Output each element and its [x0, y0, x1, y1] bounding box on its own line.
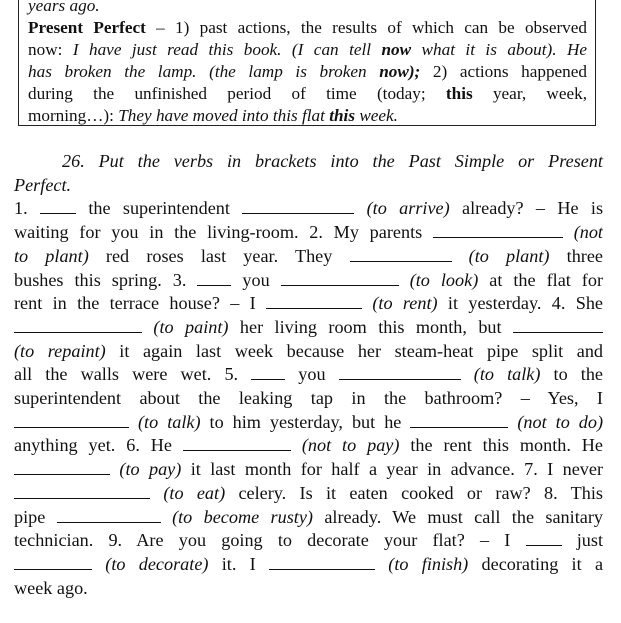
- answer-blank[interactable]: [433, 222, 563, 238]
- answer-blank[interactable]: [339, 364, 461, 380]
- rule-line-2: now: I have just read this book. (I can tell now what it is about). He: [28, 40, 587, 59]
- exercise-line: [14, 292, 603, 316]
- rule-line-1: Present Perfect – 1) past actions, the results of which can be observed: [28, 18, 587, 37]
- verb-hint: (to eat): [163, 482, 226, 503]
- answer-blank[interactable]: [183, 435, 291, 451]
- exercise-text: superintendent about the leaking tap in the bathroom? – Yes, I: [14, 388, 603, 409]
- rule-top-fragment: years ago.: [28, 0, 100, 15]
- exercise-title: 26. Put the verbs in brackets into the Past Simple or Present: [62, 151, 603, 171]
- answer-blank[interactable]: [14, 459, 110, 475]
- exercise-text: [129, 412, 138, 432]
- exercise-line: [14, 529, 603, 553]
- verb-hint: (not to pay): [301, 435, 400, 456]
- verb-hint: (to plant): [468, 245, 550, 266]
- answer-blank[interactable]: [40, 198, 76, 214]
- answer-blank[interactable]: [526, 530, 562, 546]
- exercise-line: [14, 458, 603, 482]
- exercise-text: [142, 317, 153, 337]
- exercise-text: [452, 246, 469, 266]
- exercise-text: pipe: [14, 506, 57, 527]
- answer-blank[interactable]: [14, 554, 92, 570]
- exercise-text: [461, 364, 474, 384]
- exercise-line: [14, 434, 603, 458]
- answer-blank[interactable]: [57, 507, 161, 523]
- exercise-text: already? – He is: [449, 198, 603, 219]
- verb-hint: (to decorate): [105, 553, 209, 574]
- exercise-text: it yesterday. 4. She: [437, 293, 603, 314]
- verb-hint: to plant): [14, 245, 89, 266]
- exercise-text: 1.: [14, 198, 40, 219]
- answer-blank[interactable]: [266, 293, 362, 309]
- exercise-text: [354, 198, 366, 218]
- exercise-text: already. We must call the sanitary: [312, 506, 603, 527]
- exercise-text: [110, 459, 119, 479]
- exercise-line: [14, 411, 603, 435]
- exercise-text: to the: [540, 364, 603, 385]
- exercise-text: her living room this month, but: [228, 316, 513, 337]
- grammar-rule-box: [18, 0, 596, 126]
- exercise-text: the superintendent: [75, 198, 243, 219]
- exercise-text: rent in the terrace house? – I: [14, 293, 267, 314]
- exercise-text: it last month for half a year in advance. 7. I never: [181, 459, 603, 480]
- verb-hint: (to arrive): [366, 198, 450, 219]
- verb-hint: (to become rusty): [172, 506, 313, 527]
- answer-blank[interactable]: [269, 554, 375, 570]
- verb-hint: (to finish): [388, 553, 469, 574]
- exercise-text: [291, 435, 302, 455]
- exercise-line: [14, 577, 603, 601]
- rule-line-5: morning…): They have moved into this flat this week.: [28, 106, 398, 125]
- exercise-text: all the walls were wet. 5.: [14, 364, 252, 385]
- exercise-text: you: [285, 364, 339, 385]
- verb-hint: (to talk): [473, 364, 541, 385]
- exercise-text: [375, 554, 388, 574]
- exercise-text: waiting for you in the living-room. 2. My parents: [14, 222, 433, 243]
- exercise-line: [14, 506, 603, 530]
- exercise-line: [14, 482, 603, 506]
- verb-hint: (to pay): [119, 459, 182, 480]
- exercise-text: [92, 554, 105, 574]
- verb-hint: (to paint): [153, 316, 229, 337]
- exercise-text: [399, 270, 410, 290]
- exercise-line: [14, 387, 603, 411]
- answer-blank[interactable]: [242, 198, 354, 214]
- rule-heading: Present Perfect: [28, 18, 146, 37]
- exercise-line: [14, 363, 603, 387]
- exercise-text: the rent this month. He: [399, 435, 603, 456]
- exercise-text: [508, 412, 517, 432]
- exercise-line: [14, 553, 603, 577]
- exercise-text: three: [549, 245, 603, 266]
- exercise-text: at the flat for: [478, 269, 603, 290]
- verb-hint: (to rent): [372, 293, 438, 314]
- exercise-line: [14, 340, 603, 364]
- exercise-text: it. I: [208, 553, 269, 574]
- answer-blank[interactable]: [251, 364, 285, 380]
- exercise-line: [14, 316, 603, 340]
- answer-blank[interactable]: [350, 246, 452, 262]
- exercise-line: [14, 221, 603, 245]
- verb-hint: (to look): [409, 269, 479, 290]
- answer-blank[interactable]: [14, 483, 150, 499]
- exercise-text: just: [561, 530, 603, 551]
- exercise-text: [150, 483, 163, 503]
- answer-blank[interactable]: [513, 317, 603, 333]
- answer-blank[interactable]: [14, 317, 142, 333]
- exercise-line: [14, 245, 603, 269]
- exercise-text: it again last week because her steam-heat pipe split and: [105, 340, 603, 361]
- exercise-text: decorating it a: [468, 553, 603, 574]
- exercise-text: [563, 222, 574, 242]
- answer-blank[interactable]: [410, 412, 508, 428]
- exercise-text: to him yesterday, but he: [200, 411, 411, 432]
- answer-blank[interactable]: [197, 270, 231, 286]
- exercise-text: anything yet. 6. He: [14, 435, 183, 456]
- answer-blank[interactable]: [281, 270, 399, 286]
- exercise-line: [14, 197, 603, 221]
- exercise-26: [14, 150, 603, 600]
- exercise-text: technician. 9. Are you going to decorate your flat? – I: [14, 530, 526, 551]
- exercise-title-cont: Perfect.: [14, 174, 72, 195]
- rule-line-4: during the unfinished period of time (today; this year, week,: [28, 84, 587, 103]
- exercise-text: celery. Is it eaten cooked or raw? 8. This: [225, 482, 603, 503]
- exercise-line: [14, 269, 603, 293]
- rule-line-3: has broken the lamp. (the lamp is broken now); 2) actions happened: [28, 62, 587, 81]
- verb-hint: (not: [573, 222, 603, 243]
- verb-hint: (to talk): [138, 411, 201, 432]
- verb-hint: (to repaint): [14, 340, 106, 361]
- exercise-text: week ago.: [14, 577, 88, 598]
- exercise-text: [161, 507, 172, 527]
- answer-blank[interactable]: [14, 412, 129, 428]
- exercise-text: red roses last year. They: [88, 245, 350, 266]
- exercise-text: bushes this spring. 3.: [14, 269, 198, 290]
- exercise-text: [362, 293, 372, 313]
- exercise-body: [14, 197, 603, 600]
- exercise-text: you: [231, 269, 281, 290]
- verb-hint: (not to do): [517, 411, 603, 432]
